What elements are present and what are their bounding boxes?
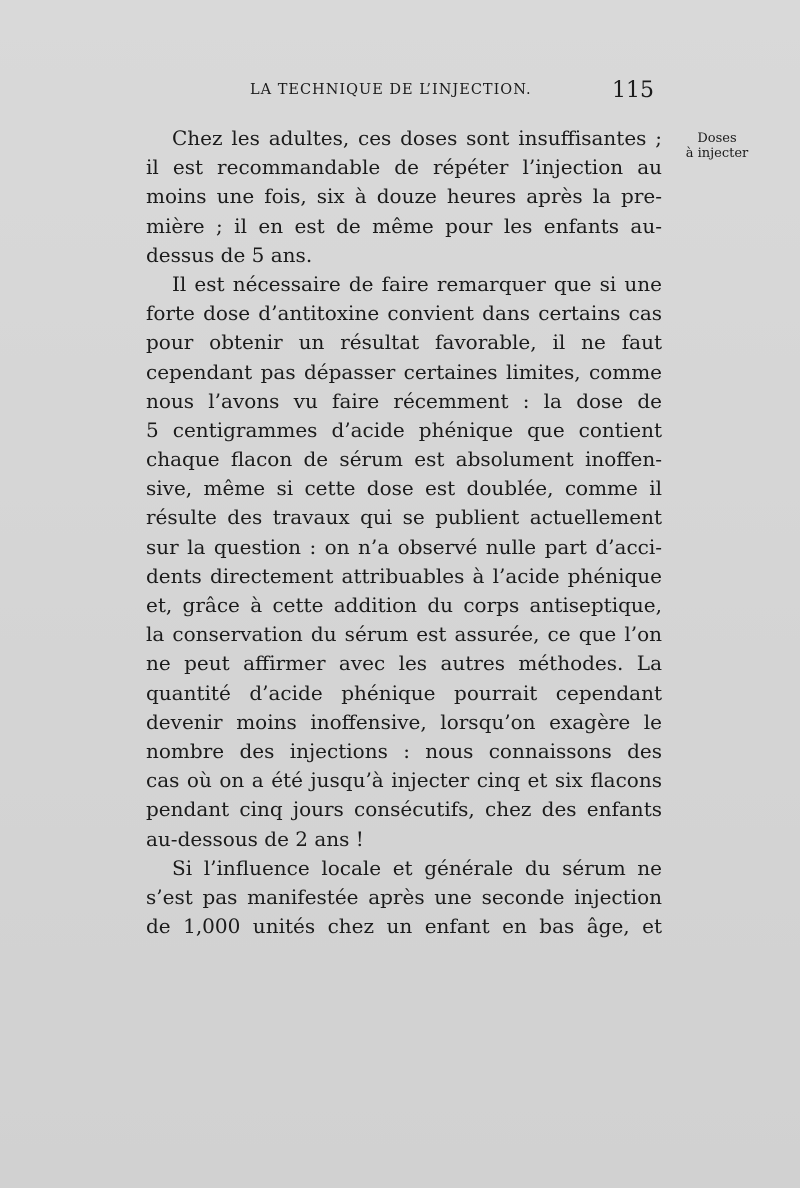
- text-line: la conservation du sérum est assurée, ce que l’on: [146, 622, 662, 647]
- text-line: forte dose d’antitoxine convient dans certains cas: [146, 301, 662, 326]
- text-line: dessus de 5 ans.: [146, 242, 313, 267]
- text-line: au-dessous de 2 ans !: [146, 826, 364, 851]
- text-line: devenir moins inoffensive, lorsqu’on exagère le: [146, 709, 662, 734]
- text-line: Il est nécessaire de faire remarquer que si une: [172, 271, 662, 296]
- text-line: cas où on a été jusqu’à injecter cinq et six flacons: [146, 768, 662, 793]
- margin-note-line: à injecter: [685, 146, 749, 161]
- text-line: Chez les adultes, ces doses sont insuffisantes ;: [172, 126, 662, 150]
- text-line: sur la question : on n’a observé nulle part d’acci-: [146, 534, 662, 559]
- body-text: [146, 124, 662, 941]
- text-line: nous l’avons vu faire récemment : la dose de: [146, 388, 662, 413]
- text-line: pour obtenir un résultat favorable, il ne faut: [146, 330, 662, 355]
- text-line: moins une fois, six à douze heures après la pre-: [146, 184, 662, 209]
- text-line: il est recommandable de répéter l’injection au: [146, 155, 662, 180]
- text-line: Si l’influence locale et générale du sérum ne: [172, 855, 662, 880]
- text-line: ne peut affirmer avec les autres méthodes. La: [146, 651, 662, 676]
- margin-note-line: Doses: [697, 131, 737, 146]
- text-line: s’est pas manifestée après une seconde injection: [146, 884, 662, 909]
- text-line: résulte des travaux qui se publient actuellement: [146, 505, 662, 530]
- text-line: et, grâce à cette addition du corps antiseptique,: [146, 593, 662, 617]
- text-line: 5 centigrammes d’acide phénique que contient: [146, 417, 662, 442]
- text-line: dents directement attribuables à l’acide phénique: [146, 563, 662, 588]
- text-line: quantité d’acide phénique pourrait cependant: [146, 680, 662, 705]
- text-line: pendant cinq jours consécutifs, chez des enfants: [146, 797, 662, 822]
- running-title: LA TECHNIQUE DE L’INJECTION.: [250, 82, 532, 98]
- text-line: sive, même si cette dose est doublée, comme il: [146, 476, 662, 501]
- margin-note: [672, 131, 762, 161]
- text-line: mière ; il en est de même pour les enfants au-: [146, 213, 662, 238]
- text-line: chaque flacon de sérum est absolument inoffen-: [146, 447, 662, 472]
- page-number: 115: [612, 78, 654, 103]
- text-line: nombre des injections : nous connaissons des: [146, 738, 662, 763]
- page-header: [250, 78, 660, 108]
- text-line: de 1,000 unités chez un enfant en bas âge, et: [146, 914, 662, 939]
- text-line: cependant pas dépasser certaines limites, comme: [146, 359, 662, 384]
